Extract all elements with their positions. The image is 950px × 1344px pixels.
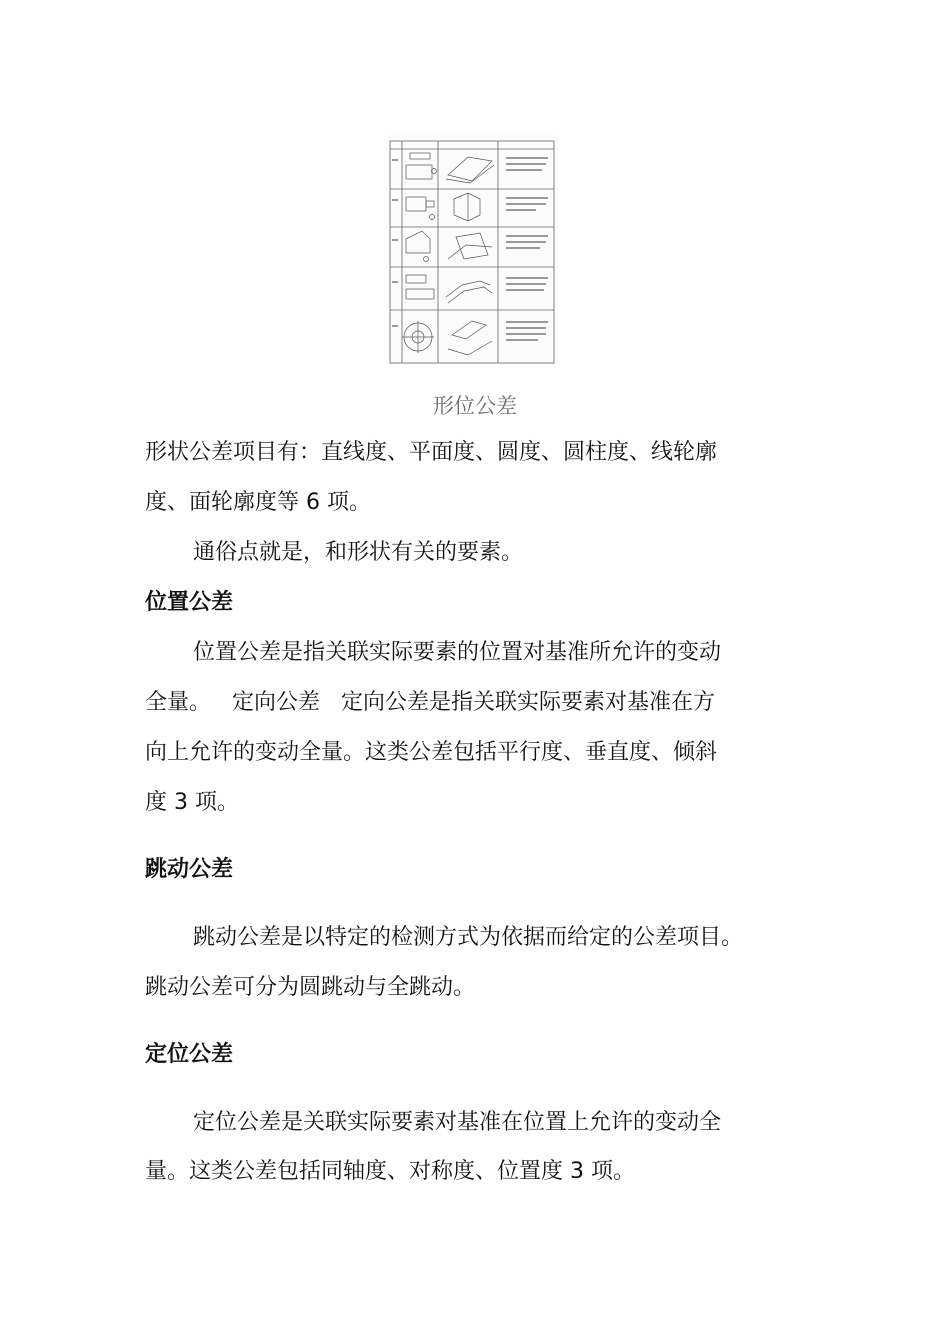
section-heading: 位置公差: [145, 590, 234, 615]
paragraph-line: 度、面轮廓度等 6 项。: [145, 490, 371, 515]
section-heading: 定位公差: [145, 1042, 234, 1067]
paragraph-line: 量。这类公差包括同轴度、对称度、位置度 3 项。: [145, 1159, 635, 1184]
paragraph-line: 形状公差项目有：直线度、平面度、圆度、圆柱度、线轮廓: [145, 440, 718, 465]
paragraph-line: 度 3 项。: [145, 790, 239, 815]
paragraph-line: 向上允许的变动全量。这类公差包括平行度、垂直度、倾斜: [145, 740, 718, 765]
paragraph-line: 全量。 定向公差 定向公差是指关联实际要素对基准在方: [145, 690, 715, 715]
paragraph-line: 跳动公差是以特定的检测方式为依据而给定的公差项目。: [193, 925, 744, 950]
paragraph-line: 跳动公差可分为圆跳动与全跳动。: [145, 975, 476, 1000]
figure-caption: 形位公差: [433, 394, 517, 418]
paragraph-line: 位置公差是指关联实际要素的位置对基准所允许的变动: [193, 640, 722, 665]
tolerance-table-image: [388, 135, 558, 365]
paragraph-line: 定位公差是关联实际要素对基准在位置上允许的变动全: [193, 1110, 722, 1135]
section-heading: 跳动公差: [145, 857, 234, 882]
paragraph-line: 通俗点就是，和形状有关的要素。: [193, 540, 524, 565]
